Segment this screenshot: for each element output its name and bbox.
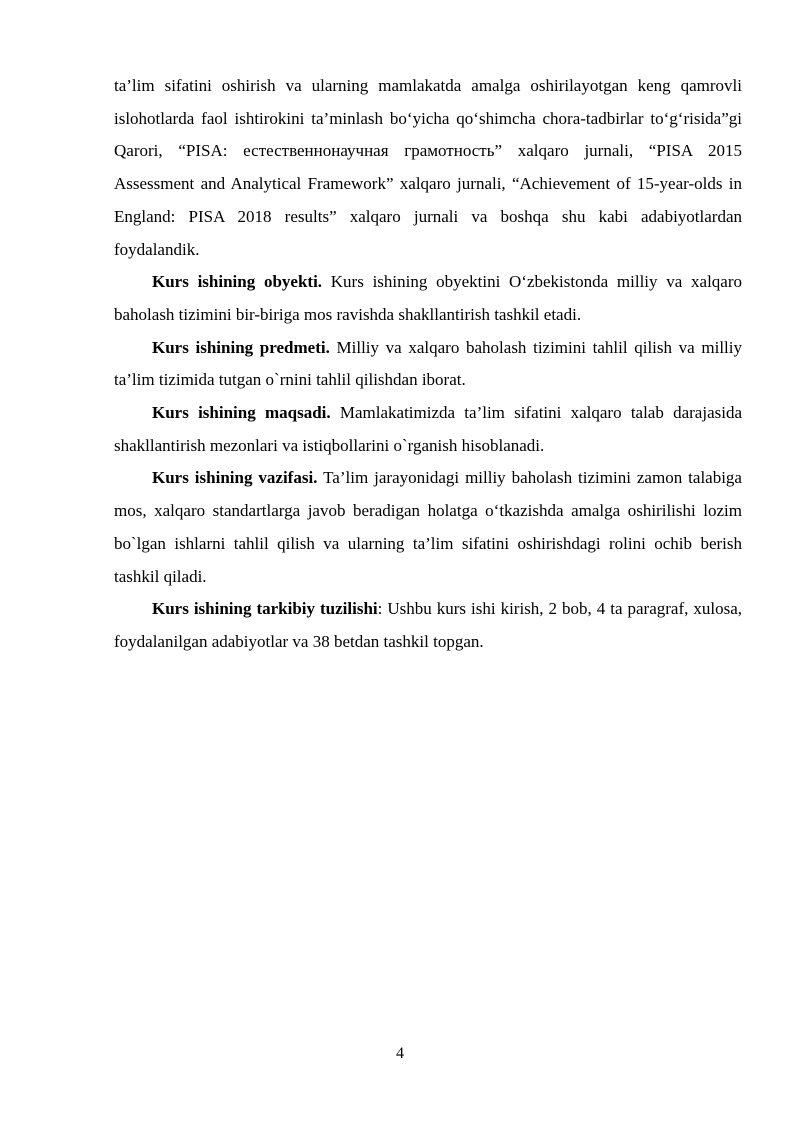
paragraph-purpose bbox=[114, 397, 742, 462]
paragraph-structure bbox=[114, 593, 742, 658]
paragraph-object bbox=[114, 266, 742, 331]
paragraph-text: ta’lim sifatini oshirish va ularning mamlakatda amalga oshirilayotgan keng qamrovli islohotlarda faol ishtirokini ta’minlash bo‘yicha qo‘shimcha chora-tadbirlar to‘g‘risida”gi Qarori, “PISA: естественнонаучная грамотность” xalqaro jurnali, “PISA 2015 Assessment and Analytical Framework” xalqaro jurnali, “Achievement of 15-year-olds in England: PISA 2018 results” xalqaro jurnali va boshqa shu kabi adabiyotlardan foydalandik. bbox=[114, 76, 742, 259]
paragraph-text: Milliy va xalqaro baholash tizimini tahlil qilish va milliy ta’lim tizimida tutgan o`rnini tahlil qilishdan iborat. bbox=[114, 337, 742, 390]
paragraph-text: Mamlakatimizda ta’lim sifatini xalqaro talab darajasida shakllantirish mezonlari va istiqbollarini o`rganish hisoblanadi. bbox=[114, 403, 742, 455]
paragraph-text: Kurs ishining obyektini O‘zbekistonda milliy va xalqaro baholash tizimini bir-biriga mos ravishda shakllantirish tashkil etadi. bbox=[114, 272, 743, 324]
paragraph-heading: Kurs ishining vazifasi. bbox=[152, 468, 318, 488]
paragraph-heading: Kurs ishining obyekti. bbox=[152, 272, 323, 292]
body-text bbox=[114, 70, 742, 659]
paragraph-intro-continuation bbox=[114, 70, 742, 266]
paragraph-heading: Kurs ishining predmeti. bbox=[152, 337, 330, 357]
paragraph-subject bbox=[114, 332, 742, 397]
paragraph-heading: Kurs ishining maqsadi. bbox=[152, 403, 331, 423]
paragraph-tasks bbox=[114, 462, 742, 593]
paragraph-text: : Ushbu kurs ishi kirish, 2 bob, 4 ta paragraf, xulosa, foydalanilgan adabiyotlar va 38 betdan tashkil topgan. bbox=[114, 599, 742, 651]
page-number: 4 bbox=[396, 1045, 404, 1062]
paragraph-heading: Kurs ishining tarkibiy tuzilishi bbox=[152, 599, 378, 619]
paragraph-text: Ta’lim jarayonidagi milliy baholash tizimini zamon talabiga mos, xalqaro standartlarga javob beradigan holatga o‘tkazishda amalga oshirilishi lozim bo`lgan ishlarni tahlil qilish va ularning ta’lim sifatini oshirishdagi rolini ochib berish tashkil qiladi. bbox=[114, 468, 742, 586]
